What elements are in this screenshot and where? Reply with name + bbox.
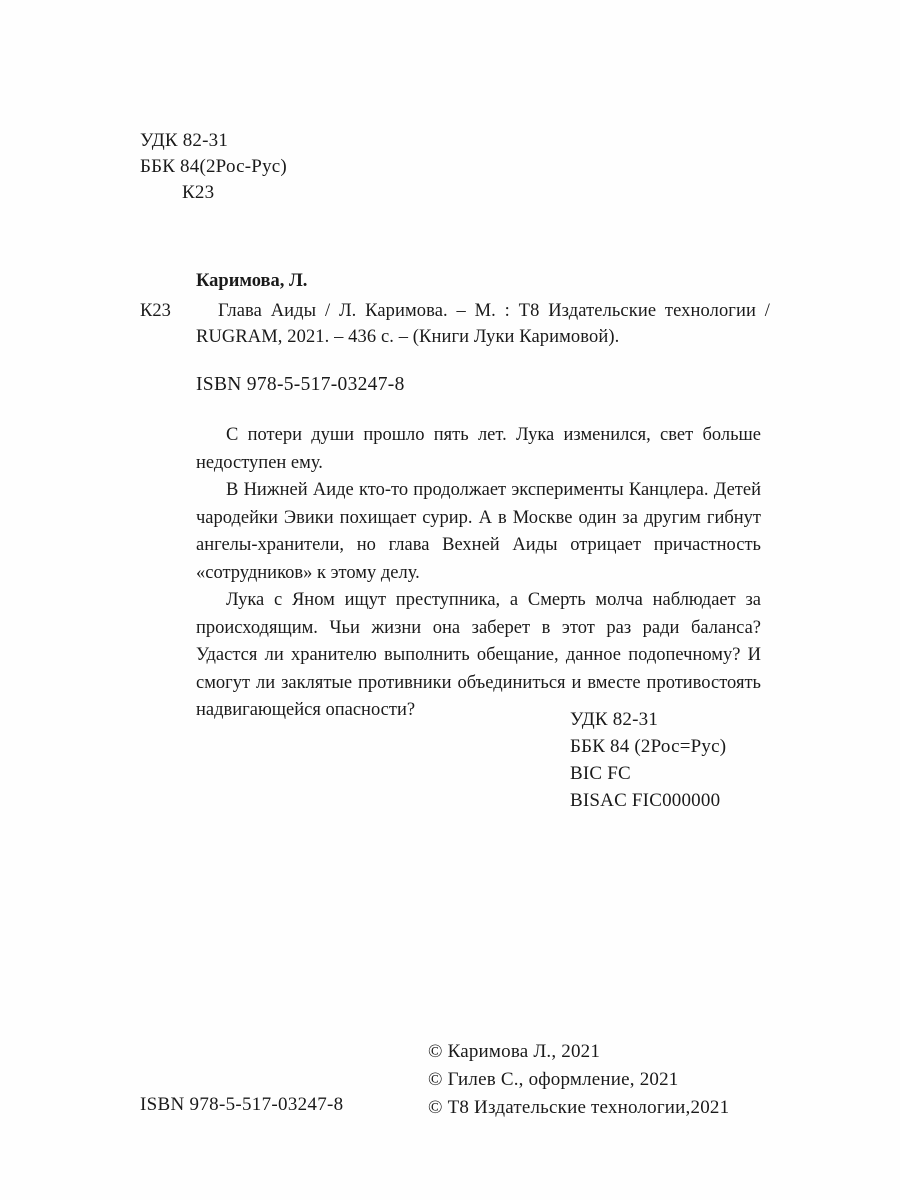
udk-code: УДК 82-31: [140, 130, 229, 151]
udk-code-footer: УДК 82-31: [570, 709, 659, 730]
annotation-paragraph: Лука с Яном ищут преступника, а Смерть молча наблюдает за происходящим. Чьи жизни она заберет в этот раз ради баланса? Удастся ли хранителю выполнить обещание, данное подопечному? И смогут ли заклятые противники объединиться и вместе противостоять надвигающейся опасности?: [196, 590, 761, 720]
bibliographic-record: [140, 268, 770, 350]
bisac-code: BISAC FIC000000: [570, 790, 721, 811]
copyright-author: © Каримова Л., 2021: [428, 1041, 601, 1062]
classification-header: [140, 128, 287, 206]
bic-code: BIC FC: [570, 763, 631, 784]
copyright-publisher: © Т8 Издательские технологии,2021: [428, 1097, 730, 1118]
classification-footer: [570, 706, 726, 814]
biblio-record-row: [140, 298, 770, 350]
annotation-paragraph: В Нижней Аиде кто-то продолжает эксперименты Канцлера. Детей чародейки Эвики похищает сурир. А в Москве один за другим гибнут ангелы-хранители, но глава Вехней Аиды отрицает причастность «сотрудников» к этому делу.: [196, 480, 761, 583]
copyright-block: [428, 1038, 729, 1122]
bbk-code: ББК 84(2Рос-Рус): [140, 156, 287, 177]
bbk-code-footer: ББК 84 (2Рос=Рус): [570, 736, 727, 757]
biblio-sigla: К23: [140, 301, 171, 321]
annotation-text: [196, 422, 761, 725]
author-sigla: К23: [182, 182, 215, 203]
biblio-description: Глава Аиды / Л. Каримова. – М. : Т8 Издательские технологии / RUGRAM, 2021. – 436 с. – (Книги Луки Каримовой).: [196, 301, 770, 347]
biblio-author: Каримова, Л.: [196, 271, 308, 291]
annotation-paragraph: С потери души прошло пять лет. Лука изменился, свет больше недоступен ему.: [196, 425, 761, 473]
copyright-designer: © Гилев С., оформление, 2021: [428, 1069, 679, 1090]
isbn-main: ISBN 978-5-517-03247-8: [196, 374, 405, 395]
isbn-footer: ISBN 978-5-517-03247-8: [140, 1094, 344, 1115]
